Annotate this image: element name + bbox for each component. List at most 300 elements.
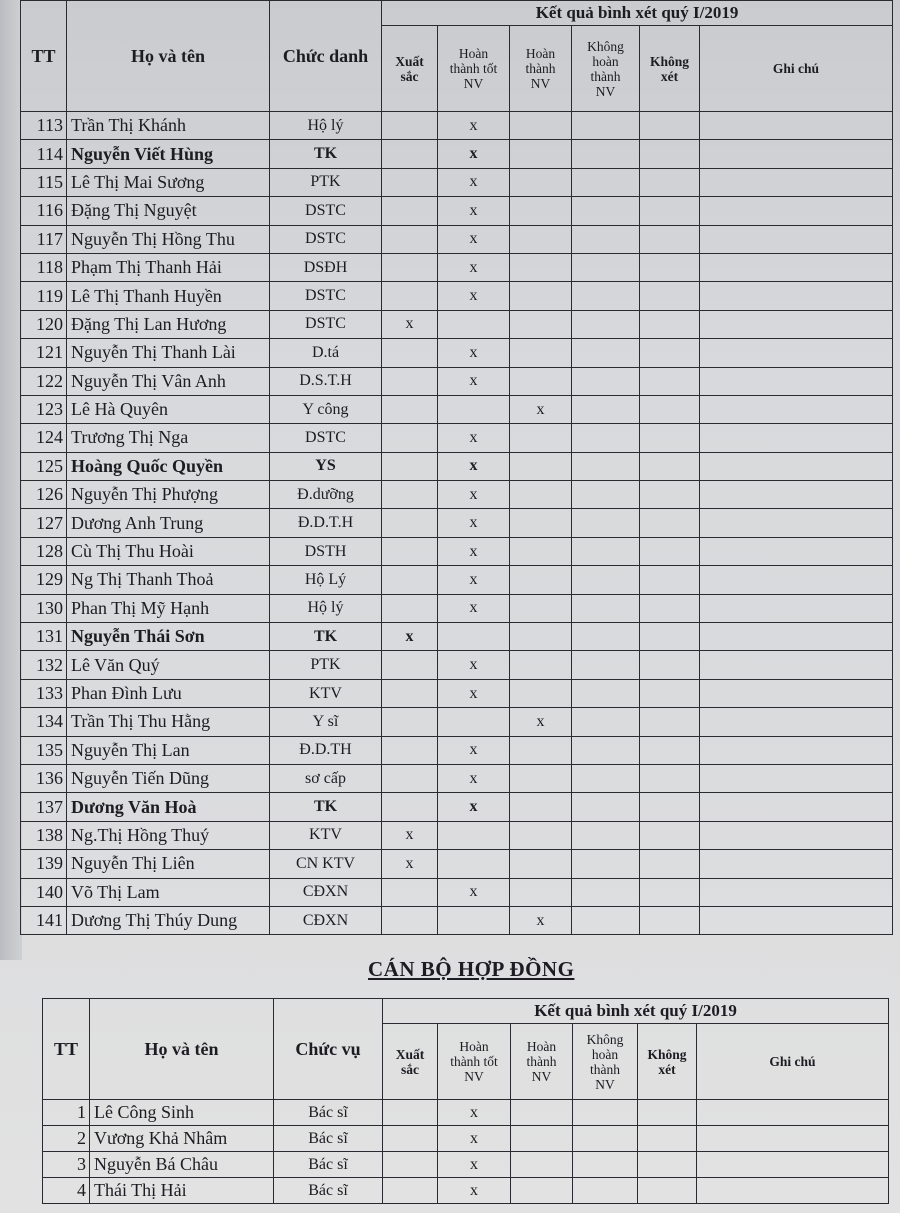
table-row [21,850,893,878]
table-row [21,112,893,140]
table-row [21,339,893,367]
table-row [21,594,893,622]
mark-hoan-thanh-tot [438,708,510,736]
position: TK [270,793,382,821]
mark-khong-xet [640,793,700,821]
staff-evaluation-table [20,0,893,935]
mark-xuat-sac: x [382,310,438,338]
mark-xuat-sac: x [382,850,438,878]
row-number: 136 [21,764,67,792]
row-number: 125 [21,452,67,480]
position: PTK [270,651,382,679]
person-name: Trương Thị Nga [67,424,270,452]
row-number: 121 [21,339,67,367]
person-name: Nguyễn Thái Sơn [67,623,270,651]
row-number: 139 [21,850,67,878]
header-name: Họ và tên [90,999,274,1100]
header-col-xuat-sac: Xuất sắc [383,1024,438,1100]
table-row [21,793,893,821]
mark-hoan-thanh [510,452,572,480]
mark-hoan-thanh-tot: x [438,140,510,168]
mark-hoan-thanh [510,736,572,764]
header-tt: TT [21,1,67,112]
page-edge-shadow [0,0,22,960]
row-number: 117 [21,225,67,253]
mark-xuat-sac [382,395,438,423]
table-row [21,906,893,934]
mark-khong-hoan-thanh [572,253,640,281]
person-name: Nguyễn Thị Liên [67,850,270,878]
table-row [21,736,893,764]
mark-hoan-thanh-tot [438,906,510,934]
row-number: 140 [21,878,67,906]
note [700,339,893,367]
mark-khong-xet [640,537,700,565]
mark-hoan-thanh-tot: x [438,537,510,565]
mark-khong-xet [638,1178,697,1204]
mark-khong-xet [640,339,700,367]
mark-xuat-sac [382,906,438,934]
position: DSTC [270,424,382,452]
mark-hoan-thanh: x [510,906,572,934]
table-row [21,708,893,736]
mark-hoan-thanh [510,878,572,906]
person-name: Lê Thị Thanh Huyền [67,282,270,310]
note [700,878,893,906]
mark-khong-xet [640,821,700,849]
mark-xuat-sac [383,1178,438,1204]
mark-khong-hoan-thanh [572,793,640,821]
row-number: 130 [21,594,67,622]
mark-khong-xet [640,225,700,253]
mark-khong-hoan-thanh [572,197,640,225]
table-row [43,1126,889,1152]
person-name: Trần Thị Khánh [67,112,270,140]
note [700,736,893,764]
mark-khong-hoan-thanh [573,1100,638,1126]
table-row [21,225,893,253]
mark-khong-hoan-thanh [572,566,640,594]
position: Y sĩ [270,708,382,736]
table-row [21,282,893,310]
person-name: Ng Thị Thanh Thoả [67,566,270,594]
person-name: Đặng Thị Lan Hương [67,310,270,338]
mark-hoan-thanh-tot: x [438,367,510,395]
position: Hộ lý [270,112,382,140]
mark-khong-xet [640,367,700,395]
person-name: Vương Khả Nhâm [90,1126,274,1152]
mark-hoan-thanh-tot: x [438,878,510,906]
position: DSĐH [270,253,382,281]
row-number: 124 [21,424,67,452]
header-col-khong-hoan-thanh: Không hoàn thành NV [573,1024,638,1100]
note [700,452,893,480]
position: TK [270,623,382,651]
mark-xuat-sac [382,197,438,225]
mark-hoan-thanh [510,481,572,509]
header-col-ghi-chu: Ghi chú [700,26,893,112]
row-number: 115 [21,168,67,196]
note [700,112,893,140]
mark-xuat-sac [382,112,438,140]
position: Hộ Lý [270,566,382,594]
row-number: 114 [21,140,67,168]
header-col-khong-xet: Không xét [640,26,700,112]
row-number: 3 [43,1152,90,1178]
header-col-khong-xet: Không xét [638,1024,697,1100]
position: Bác sĩ [274,1152,383,1178]
person-name: Dương Anh Trung [67,509,270,537]
note [697,1152,889,1178]
mark-khong-xet [640,878,700,906]
mark-khong-hoan-thanh [573,1152,638,1178]
mark-hoan-thanh-tot: x [438,679,510,707]
note [700,282,893,310]
person-name: Lê Công Sinh [90,1100,274,1126]
mark-hoan-thanh-tot [438,821,510,849]
person-name: Phan Đình Lưu [67,679,270,707]
table-row [21,509,893,537]
row-number: 2 [43,1126,90,1152]
mark-hoan-thanh [510,594,572,622]
position: CĐXN [270,906,382,934]
table-row [21,168,893,196]
mark-hoan-thanh: x [510,708,572,736]
position: Bác sĩ [274,1126,383,1152]
mark-hoan-thanh [510,168,572,196]
person-name: Dương Văn Hoà [67,793,270,821]
mark-hoan-thanh-tot: x [438,736,510,764]
row-number: 122 [21,367,67,395]
row-number: 118 [21,253,67,281]
note [700,424,893,452]
mark-hoan-thanh [510,793,572,821]
mark-khong-xet [640,651,700,679]
row-number: 113 [21,112,67,140]
mark-hoan-thanh [511,1152,573,1178]
mark-xuat-sac [382,566,438,594]
mark-hoan-thanh [510,651,572,679]
mark-khong-hoan-thanh [573,1178,638,1204]
position: DSTC [270,310,382,338]
table-row [43,1100,889,1126]
mark-hoan-thanh [510,850,572,878]
mark-xuat-sac [382,878,438,906]
mark-khong-hoan-thanh [572,140,640,168]
mark-khong-hoan-thanh [572,708,640,736]
position: Đ.dưỡng [270,481,382,509]
mark-hoan-thanh [510,367,572,395]
mark-hoan-thanh-tot: x [438,651,510,679]
table-row [21,367,893,395]
note [700,509,893,537]
mark-khong-hoan-thanh [572,481,640,509]
mark-khong-xet [638,1152,697,1178]
position: Bác sĩ [274,1178,383,1204]
table-row [21,878,893,906]
row-number: 133 [21,679,67,707]
position: DSTC [270,197,382,225]
row-number: 141 [21,906,67,934]
mark-hoan-thanh-tot: x [438,1178,511,1204]
mark-khong-hoan-thanh [572,424,640,452]
mark-khong-xet [638,1126,697,1152]
mark-khong-hoan-thanh [572,225,640,253]
contract-staff-table [42,998,889,1204]
mark-xuat-sac [382,424,438,452]
mark-khong-xet [640,679,700,707]
note [700,481,893,509]
mark-hoan-thanh [510,140,572,168]
mark-khong-xet [640,168,700,196]
mark-hoan-thanh-tot: x [438,282,510,310]
header-name: Họ và tên [67,1,270,112]
row-number: 135 [21,736,67,764]
mark-khong-xet [640,395,700,423]
section-title: CÁN BỘ HỢP ĐỒNG [368,957,575,981]
mark-khong-hoan-thanh [572,310,640,338]
position: D.S.T.H [270,367,382,395]
mark-hoan-thanh [510,537,572,565]
header-col-hoan-thanh-tot: Hoàn thành tốt NV [438,26,510,112]
mark-khong-xet [640,140,700,168]
table-row [43,1178,889,1204]
mark-hoan-thanh [510,821,572,849]
mark-xuat-sac [382,708,438,736]
mark-hoan-thanh-tot: x [438,1152,511,1178]
mark-xuat-sac [382,651,438,679]
table-row [21,140,893,168]
note [700,679,893,707]
mark-hoan-thanh [510,764,572,792]
mark-hoan-thanh [510,623,572,651]
person-name: Ng.Thị Hồng Thuý [67,821,270,849]
mark-xuat-sac [382,594,438,622]
mark-hoan-thanh-tot [438,850,510,878]
person-name: Lê Thị Mai Sương [67,168,270,196]
mark-xuat-sac [382,452,438,480]
table-row [21,537,893,565]
position: KTV [270,679,382,707]
header-col-hoan-thanh: Hoàn thành NV [510,26,572,112]
mark-xuat-sac [382,282,438,310]
note [700,764,893,792]
table-row [21,452,893,480]
mark-khong-xet [640,566,700,594]
row-number: 132 [21,651,67,679]
mark-khong-hoan-thanh [572,679,640,707]
mark-xuat-sac [382,509,438,537]
row-number: 128 [21,537,67,565]
mark-xuat-sac [382,764,438,792]
mark-hoan-thanh [510,197,572,225]
person-name: Đặng Thị Nguyệt [67,197,270,225]
mark-xuat-sac [382,225,438,253]
mark-hoan-thanh-tot [438,623,510,651]
note [697,1126,889,1152]
mark-xuat-sac [383,1152,438,1178]
mark-khong-hoan-thanh [572,395,640,423]
note [700,225,893,253]
position: Hộ lý [270,594,382,622]
mark-hoan-thanh-tot: x [438,566,510,594]
note [700,140,893,168]
mark-khong-xet [640,594,700,622]
mark-xuat-sac: x [382,821,438,849]
table-row [43,1152,889,1178]
mark-hoan-thanh-tot: x [438,112,510,140]
mark-hoan-thanh [510,112,572,140]
row-number: 126 [21,481,67,509]
mark-hoan-thanh [510,310,572,338]
person-name: Thái Thị Hải [90,1178,274,1204]
mark-khong-hoan-thanh [572,821,640,849]
mark-xuat-sac [382,339,438,367]
mark-hoan-thanh [511,1100,573,1126]
mark-khong-hoan-thanh [572,594,640,622]
mark-xuat-sac [382,168,438,196]
header-result-group: Kết quả bình xét quý I/2019 [383,999,889,1024]
mark-hoan-thanh-tot [438,310,510,338]
mark-khong-hoan-thanh [572,367,640,395]
table-row [21,481,893,509]
note [700,623,893,651]
mark-hoan-thanh-tot: x [438,168,510,196]
note [700,906,893,934]
note [700,367,893,395]
mark-hoan-thanh [510,339,572,367]
row-number: 119 [21,282,67,310]
position: KTV [270,821,382,849]
mark-khong-hoan-thanh [572,850,640,878]
person-name: Nguyễn Viết Hùng [67,140,270,168]
mark-xuat-sac [382,253,438,281]
header-col-hoan-thanh: Hoàn thành NV [511,1024,573,1100]
mark-khong-xet [640,764,700,792]
mark-khong-xet [640,509,700,537]
position: D.tá [270,339,382,367]
person-name: Nguyễn Thị Thanh Lài [67,339,270,367]
mark-hoan-thanh-tot: x [438,764,510,792]
mark-khong-xet [640,452,700,480]
person-name: Dương Thị Thúy Dung [67,906,270,934]
row-number: 4 [43,1178,90,1204]
mark-khong-xet [640,481,700,509]
table-row [21,623,893,651]
note [700,651,893,679]
header-col-khong-hoan-thanh: Không hoàn thành NV [572,26,640,112]
mark-hoan-thanh-tot: x [438,1100,511,1126]
person-name: Trần Thị Thu Hằng [67,708,270,736]
position: DSTC [270,282,382,310]
note [697,1100,889,1126]
mark-hoan-thanh-tot: x [438,197,510,225]
row-number: 127 [21,509,67,537]
mark-hoan-thanh-tot: x [438,452,510,480]
person-name: Nguyễn Bá Châu [90,1152,274,1178]
table-row [21,424,893,452]
mark-xuat-sac [382,367,438,395]
position: TK [270,140,382,168]
person-name: Lê Hà Quyên [67,395,270,423]
person-name: Cù Thị Thu Hoài [67,537,270,565]
note [700,537,893,565]
mark-khong-xet [640,708,700,736]
position: CN KTV [270,850,382,878]
mark-hoan-thanh-tot: x [438,339,510,367]
mark-hoan-thanh [510,509,572,537]
mark-khong-xet [638,1100,697,1126]
table-row [21,764,893,792]
position: CĐXN [270,878,382,906]
mark-khong-xet [640,112,700,140]
row-number: 138 [21,821,67,849]
mark-hoan-thanh-tot: x [438,253,510,281]
row-number: 137 [21,793,67,821]
mark-xuat-sac [382,481,438,509]
header-position: Chức vụ [274,999,383,1100]
person-name: Phạm Thị Thanh Hải [67,253,270,281]
note [697,1178,889,1204]
mark-khong-hoan-thanh [572,736,640,764]
note [700,708,893,736]
table-row [21,197,893,225]
header-position: Chức danh [270,1,382,112]
note [700,850,893,878]
mark-hoan-thanh-tot: x [438,793,510,821]
person-name: Nguyễn Thị Lan [67,736,270,764]
table-row [21,651,893,679]
person-name: Hoàng Quốc Quyền [67,452,270,480]
mark-khong-hoan-thanh [572,764,640,792]
mark-khong-hoan-thanh [572,651,640,679]
header-col-hoan-thanh-tot: Hoàn thành tốt NV [438,1024,511,1100]
position: Đ.D.TH [270,736,382,764]
mark-hoan-thanh [510,566,572,594]
header-col-xuat-sac: Xuất sắc [382,26,438,112]
person-name: Võ Thị Lam [67,878,270,906]
header-col-ghi-chu: Ghi chú [697,1024,889,1100]
person-name: Phan Thị Mỹ Hạnh [67,594,270,622]
position: sơ cấp [270,764,382,792]
note [700,395,893,423]
mark-hoan-thanh [511,1126,573,1152]
mark-hoan-thanh [510,424,572,452]
mark-xuat-sac [383,1126,438,1152]
note [700,310,893,338]
mark-khong-xet [640,282,700,310]
row-number: 1 [43,1100,90,1126]
row-number: 120 [21,310,67,338]
position: DSTH [270,537,382,565]
note [700,821,893,849]
mark-hoan-thanh [510,253,572,281]
row-number: 129 [21,566,67,594]
mark-xuat-sac [382,679,438,707]
mark-khong-hoan-thanh [572,906,640,934]
mark-hoan-thanh-tot: x [438,481,510,509]
mark-hoan-thanh [510,225,572,253]
mark-khong-xet [640,197,700,225]
mark-khong-xet [640,623,700,651]
mark-khong-hoan-thanh [572,878,640,906]
person-name: Nguyễn Tiến Dũng [67,764,270,792]
mark-hoan-thanh-tot: x [438,1126,511,1152]
row-number: 116 [21,197,67,225]
table-row [21,679,893,707]
mark-xuat-sac [382,537,438,565]
mark-khong-xet [640,850,700,878]
